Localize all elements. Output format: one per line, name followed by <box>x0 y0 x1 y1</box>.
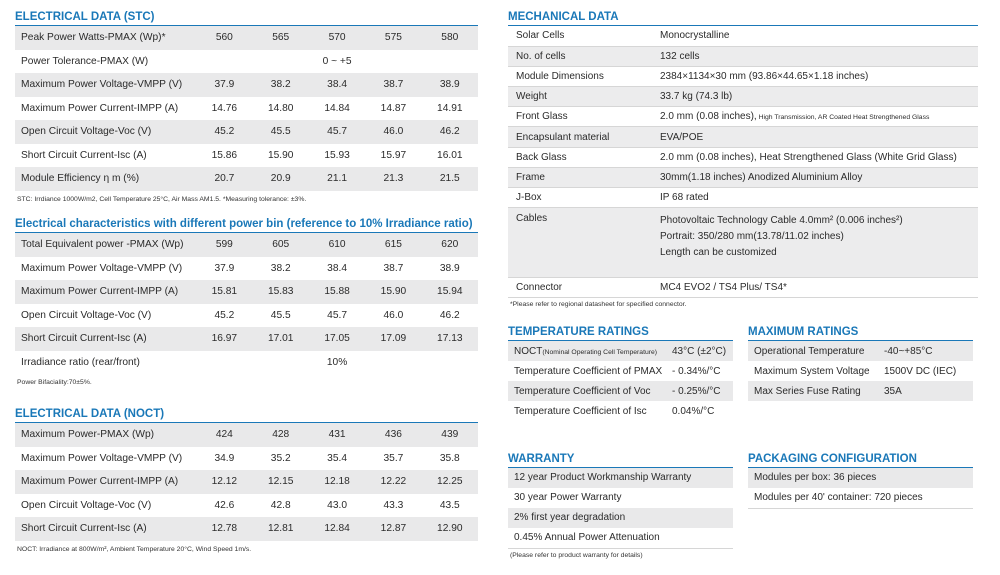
row-label: Open Circuit Voltage-Voc (V) <box>21 499 152 511</box>
row-value: 436 <box>365 423 421 447</box>
row-value: 17.13 <box>422 327 478 351</box>
rating-label-text: Temperature Coefficient of PMAX <box>514 365 663 377</box>
row-label: Maximum Power Current-IMPP (A) <box>21 102 179 114</box>
row-label: Irradiance ratio (rear/front) <box>21 356 140 368</box>
front-glass-main: 2.0 mm (0.08 inches), <box>660 111 757 123</box>
row-value: 12.12 <box>196 470 252 494</box>
row-value: 38.9 <box>439 262 460 274</box>
row-value: 15.93 <box>324 149 350 161</box>
bin-title: Electrical characteristics with different power bin (reference to 10% Irradiance ratio) <box>15 215 478 233</box>
mech-label: Solar Cells <box>508 26 652 46</box>
mech-label: Cables <box>508 208 652 278</box>
rating-label <box>508 381 666 401</box>
row-value: 14.80 <box>267 102 294 114</box>
row-value: 12.22 <box>365 470 421 494</box>
row-value: 45.2 <box>196 120 252 144</box>
rating-value: 1500V DC (IEC) <box>884 365 957 377</box>
row-value: 37.9 <box>196 73 252 97</box>
row-label: Total Equivalent power -PMAX (Wp) <box>15 233 196 257</box>
cables-line-1: Photovoltaic Technology Cable 4.0mm² (0.006 inches²) <box>660 215 903 227</box>
mech-row-weight <box>508 87 978 107</box>
mech-label: Encapsulant material <box>508 127 652 147</box>
row-value: 17.05 <box>309 327 365 351</box>
mech-row-no-cells <box>508 46 978 66</box>
row-value: 42.8 <box>270 499 291 511</box>
row-value: 15.97 <box>380 149 407 161</box>
mech-value: MC4 EVO2 / TS4 Plus/ TS4* <box>652 278 978 298</box>
mech-label: Module Dimensions <box>508 66 652 86</box>
table-row <box>15 327 478 351</box>
temperature-table <box>508 341 733 421</box>
row-value: 615 <box>365 233 421 257</box>
mechanical-section <box>508 8 978 312</box>
rating-label-text: Maximum System Voltage <box>754 365 870 377</box>
row-value: 45.7 <box>309 120 365 144</box>
row-label: Peak Power Watts-PMAX (Wp)* <box>15 26 196 50</box>
rating-label <box>748 361 878 381</box>
row-value: 424 <box>196 423 252 447</box>
table-row <box>15 517 478 541</box>
row-value: 38.4 <box>309 73 365 97</box>
table-row <box>508 361 733 381</box>
packaging-list <box>748 468 973 509</box>
mech-value <box>652 107 978 127</box>
row-value: 43.0 <box>327 499 347 511</box>
table-row <box>15 280 478 304</box>
mech-value: 33.7 kg (74.3 lb) <box>652 87 978 107</box>
rating-label <box>748 341 878 361</box>
rating-label-text: Temperature Coefficient of Isc <box>514 405 647 417</box>
row-value: 17.09 <box>365 327 421 351</box>
table-row <box>15 120 478 144</box>
noct-title: ELECTRICAL DATA (NOCT) <box>15 405 478 423</box>
row-value: 580 <box>422 26 478 50</box>
rating-value: 43°C (±2°C) <box>666 341 733 361</box>
row-value: 46.0 <box>365 120 421 144</box>
mech-value: 2.0 mm (0.08 inches), Heat Strengthened Glass (White Grid Glass) <box>652 147 978 167</box>
mech-row-back-glass <box>508 147 978 167</box>
row-value: 38.9 <box>422 73 478 97</box>
row-label: Power Tolerance-PMAX (W) <box>21 55 149 67</box>
mechanical-title: MECHANICAL DATA <box>508 8 978 26</box>
mech-label: No. of cells <box>508 46 652 66</box>
row-value: 14.91 <box>437 102 463 114</box>
table-row <box>508 341 733 361</box>
mech-label: Connector <box>508 278 652 298</box>
rating-label <box>508 401 666 421</box>
rating-value: - 0.25%/°C <box>666 381 733 401</box>
table-row <box>15 304 478 328</box>
row-value: 560 <box>196 26 252 50</box>
row-value: 46.2 <box>439 309 460 321</box>
table-row <box>15 50 478 74</box>
row-label: Maximum Power Current-IMPP (A) <box>15 280 196 304</box>
front-glass-detail: High Transmission, AR Coated Heat Strengthened Glass <box>756 114 930 122</box>
row-value: 12.78 <box>196 517 252 541</box>
row-value: 42.6 <box>214 499 235 511</box>
row-value: 12.25 <box>422 470 478 494</box>
list-item: Modules per box: 36 pieces <box>748 468 973 488</box>
table-row <box>748 341 973 361</box>
mech-label: Frame <box>508 167 652 187</box>
row-label: Short Circuit Current-Isc (A) <box>15 327 196 351</box>
noct-note: NOCT: Irradiance at 800W/m², Ambient Temperature 20°C, Wind Speed 1m/s. <box>17 545 252 553</box>
mech-value: 2384×1134×30 mm (93.86×44.65×1.18 inches) <box>652 66 978 86</box>
row-value: 16.01 <box>437 149 463 161</box>
maximum-table <box>748 341 973 401</box>
bin-section <box>15 215 478 392</box>
mech-label: Front Glass <box>508 107 652 127</box>
list-item: 0.45% Annual Power Attenuation <box>514 532 660 543</box>
rating-label-text: Max Series Fuse Rating <box>754 385 861 397</box>
rating-value: 35A <box>878 381 973 401</box>
row-value: 575 <box>365 26 421 50</box>
row-value: 21.3 <box>365 167 421 191</box>
row-value: 0 ~ +5 <box>322 55 352 67</box>
row-value: 610 <box>309 233 365 257</box>
row-value: 15.81 <box>196 280 252 304</box>
row-label: Maximum Power Current-IMPP (A) <box>15 470 196 494</box>
mech-row-connector <box>508 278 978 298</box>
cables-line-3: Length can be customized <box>660 247 777 259</box>
mech-value: EVA/POE <box>652 127 978 147</box>
row-value: 37.9 <box>214 262 235 274</box>
mech-row-encapsulant <box>508 127 978 147</box>
row-value: 12.87 <box>365 517 421 541</box>
row-label: Maximum Power Voltage-VMPP (V) <box>15 73 196 97</box>
row-label: Short Circuit Current-Isc (A) <box>21 149 147 161</box>
row-label: Open Circuit Voltage-Voc (V) <box>15 120 196 144</box>
row-value: 45.7 <box>327 309 347 321</box>
mech-row-solar-cells <box>508 26 978 46</box>
row-value: 15.83 <box>253 280 309 304</box>
row-value: 12.18 <box>309 470 365 494</box>
list-item: 2% first year degradation <box>508 508 733 528</box>
table-row <box>748 361 973 381</box>
row-value: 21.5 <box>422 167 478 191</box>
row-label: Short Circuit Current-Isc (A) <box>15 517 196 541</box>
row-value: 35.2 <box>270 452 291 464</box>
row-value: 14.87 <box>380 102 407 114</box>
mech-value: 30mm(1.18 inches) Anodized Aluminium Alloy <box>652 167 978 187</box>
warranty-note: (Please refer to product warranty for details) <box>510 552 643 559</box>
warranty-title: WARRANTY <box>508 450 733 468</box>
row-value: 439 <box>422 423 478 447</box>
row-value: 38.7 <box>383 262 404 274</box>
mechanical-note: *Please refer to regional datasheet for specified connector. <box>510 301 687 309</box>
row-value: 38.7 <box>365 73 421 97</box>
table-row <box>15 351 478 375</box>
row-value: 38.2 <box>253 73 309 97</box>
mech-label: Weight <box>508 87 652 107</box>
rating-label <box>508 341 666 361</box>
row-value: 605 <box>253 233 309 257</box>
mech-value <box>652 208 978 278</box>
packaging-section <box>748 450 973 509</box>
row-value: 46.0 <box>383 309 404 321</box>
maximum-section <box>748 323 973 401</box>
mech-row-front-glass <box>508 107 978 127</box>
row-value: 20.9 <box>253 167 309 191</box>
table-row <box>15 423 478 447</box>
row-value: 45.5 <box>253 120 309 144</box>
row-value: 34.9 <box>214 452 235 464</box>
row-value: 428 <box>253 423 309 447</box>
table-row <box>15 257 478 281</box>
mech-value: IP 68 rated <box>652 188 978 208</box>
row-label: Maximum Power Voltage-VMPP (V) <box>21 262 183 274</box>
warranty-list <box>508 468 733 549</box>
maximum-title: MAXIMUM RATINGS <box>748 323 973 341</box>
row-value: 38.2 <box>270 262 291 274</box>
temperature-title: TEMPERATURE RATINGS <box>508 323 733 341</box>
row-value: 565 <box>253 26 309 50</box>
mechanical-table <box>508 26 978 298</box>
row-value: 16.97 <box>196 327 252 351</box>
row-value: 20.7 <box>196 167 252 191</box>
mech-value: Monocrystalline <box>652 26 978 46</box>
rating-value: -40~+85°C <box>878 341 973 361</box>
list-item: Modules per 40' container: 720 pieces <box>754 492 923 503</box>
rating-label <box>508 361 666 381</box>
row-value: 43.5 <box>439 499 460 511</box>
table-row <box>15 233 478 257</box>
mech-label: J-Box <box>508 188 652 208</box>
table-row <box>15 167 478 191</box>
rating-label-text: NOCT <box>514 345 543 357</box>
temperature-section <box>508 323 733 421</box>
row-label: Module Efficiency η m (%) <box>15 167 196 191</box>
rating-label <box>748 381 878 401</box>
mech-row-jbox <box>508 188 978 208</box>
table-row <box>508 381 733 401</box>
mech-value: 132 cells <box>652 46 978 66</box>
row-value: 15.94 <box>422 280 478 304</box>
row-value: 431 <box>309 423 365 447</box>
rating-label-text: Temperature Coefficient of Voc <box>514 385 651 397</box>
warranty-section <box>508 450 733 563</box>
row-value: 35.7 <box>383 452 404 464</box>
row-label: Maximum Power-PMAX (Wp) <box>15 423 196 447</box>
row-value: 15.88 <box>309 280 365 304</box>
row-value: 14.76 <box>211 102 238 114</box>
row-label: Maximum Power Voltage-VMPP (V) <box>21 452 183 464</box>
row-value: 12.15 <box>253 470 309 494</box>
mech-row-cables <box>508 208 978 278</box>
list-item: 12 year Product Workmanship Warranty <box>508 468 733 488</box>
rating-value: - 0.34%/°C <box>672 365 721 377</box>
stc-section <box>15 8 478 209</box>
row-value: 570 <box>309 26 365 50</box>
noct-table <box>15 423 478 541</box>
row-value: 599 <box>196 233 252 257</box>
row-value: 12.90 <box>422 517 478 541</box>
table-row <box>15 26 478 50</box>
bin-table <box>15 233 478 374</box>
table-row <box>15 494 478 518</box>
table-row <box>15 470 478 494</box>
list-item: 30 year Power Warranty <box>514 492 622 503</box>
row-value: 45.2 <box>214 309 235 321</box>
table-row <box>15 73 478 97</box>
row-value: 10% <box>326 356 348 368</box>
row-value: 12.81 <box>253 517 309 541</box>
row-value: 15.90 <box>267 149 294 161</box>
table-row <box>508 401 733 421</box>
rating-label-text: Operational Temperature <box>754 345 865 357</box>
stc-note: STC: Irrdiance 1000W/m2, Cell Temperature 25°C, Air Mass AM1.5. *Measuring tolerance: ±3%. <box>17 195 307 203</box>
row-value: 38.4 <box>327 262 347 274</box>
mech-label: Back Glass <box>508 147 652 167</box>
row-value: 43.3 <box>383 499 404 511</box>
bin-note: Power Bifaciality:70±5%. <box>17 379 92 386</box>
packaging-title: PACKAGING CONFIGURATION <box>748 450 973 468</box>
stc-table <box>15 26 478 191</box>
row-value: 15.86 <box>211 149 238 161</box>
mech-row-frame <box>508 167 978 187</box>
table-row <box>748 381 973 401</box>
row-value: 14.84 <box>324 102 350 114</box>
stc-title: ELECTRICAL DATA (STC) <box>15 8 478 26</box>
table-row <box>15 447 478 471</box>
row-value: 21.1 <box>309 167 365 191</box>
row-value: 17.01 <box>253 327 309 351</box>
table-row <box>15 97 478 121</box>
cables-line-2: Portrait: 350/280 mm(13.78/11.02 inches) <box>660 231 844 243</box>
row-value: 620 <box>422 233 478 257</box>
mech-row-dimensions <box>508 66 978 86</box>
rating-label-note: (Nominal Operating Cell Temperature) <box>542 348 658 356</box>
row-value: 35.4 <box>327 452 347 464</box>
noct-section <box>15 405 478 559</box>
row-label: Open Circuit Voltage-Voc (V) <box>21 309 152 321</box>
row-value: 12.84 <box>309 517 365 541</box>
row-value: 46.2 <box>422 120 478 144</box>
rating-value: 0.04%/°C <box>672 405 715 417</box>
row-value: 45.5 <box>270 309 291 321</box>
row-value: 35.8 <box>439 452 460 464</box>
table-row <box>15 144 478 168</box>
row-value: 15.90 <box>365 280 421 304</box>
